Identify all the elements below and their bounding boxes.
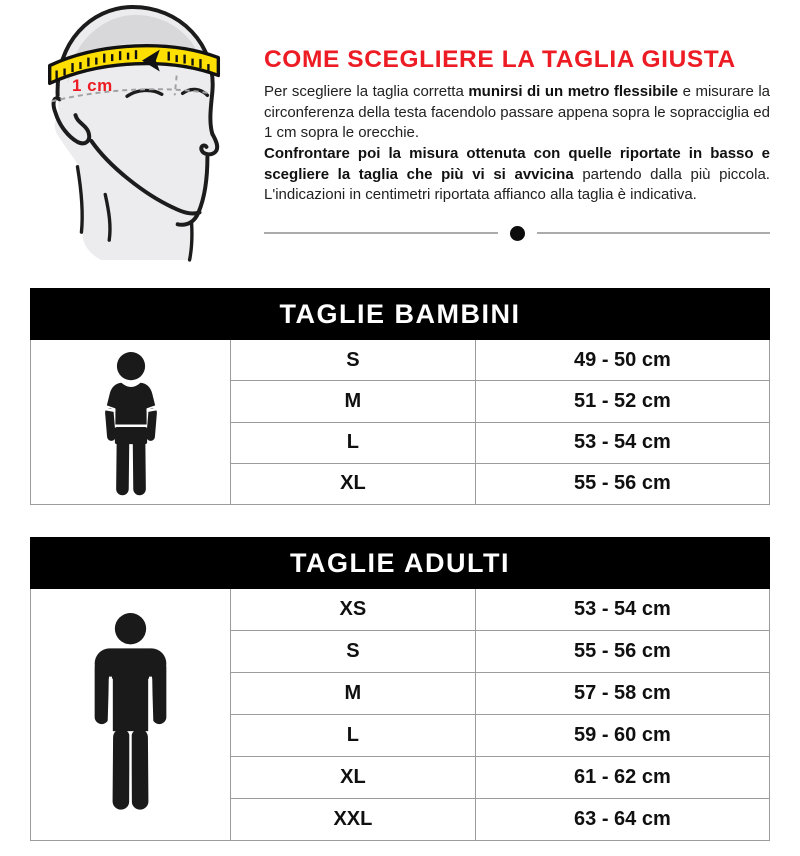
head-tape-illustration-icon [12, 0, 260, 266]
range-cell: 59 - 60 cm [574, 724, 671, 746]
range-cell: 55 - 56 cm [574, 472, 671, 495]
range-cell: 51 - 52 cm [574, 389, 671, 412]
table-row [231, 631, 769, 673]
size-cell: M [231, 673, 476, 714]
size-cell: XL [231, 757, 476, 798]
range-cell: 57 - 58 cm [574, 682, 671, 704]
size-rows-bambini [231, 340, 769, 504]
size-cell: S [231, 631, 476, 672]
intro-column [260, 0, 770, 268]
size-cell: L [231, 715, 476, 756]
table-row [231, 757, 769, 799]
range-cell: 53 - 54 cm [574, 431, 671, 454]
table-body-adulti [30, 589, 770, 841]
table-row [231, 799, 769, 840]
size-cell: XS [231, 589, 476, 630]
section-divider [264, 225, 770, 241]
table-row [231, 381, 769, 422]
one-cm-label: 1 cm [72, 76, 113, 95]
range-cell: 63 - 64 cm [574, 808, 671, 830]
range-cell: 49 - 50 cm [574, 348, 671, 371]
adult-silhouette-icon [31, 589, 231, 840]
divider-line-left [264, 232, 498, 234]
table-title-bambini: TAGLIE BAMBINI [30, 288, 770, 340]
table-row [231, 673, 769, 715]
divider-dot-icon [510, 226, 525, 241]
size-cell: XXL [231, 799, 476, 840]
size-cell: XL [231, 464, 476, 504]
table-row [231, 589, 769, 631]
table-row [231, 464, 769, 504]
table-row [231, 423, 769, 464]
size-table-adulti [30, 537, 770, 841]
table-title-adulti: TAGLIE ADULTI [30, 537, 770, 589]
table-body-bambini [30, 340, 770, 505]
size-cell: S [231, 340, 476, 380]
page-title: COME SCEGLIERE LA TAGLIA GIUSTA [264, 46, 736, 73]
child-silhouette-icon [31, 340, 231, 504]
intro-text [264, 82, 770, 206]
table-row [231, 715, 769, 757]
range-cell: 53 - 54 cm [574, 598, 671, 620]
size-rows-adulti [231, 589, 769, 840]
top-section [0, 0, 800, 268]
size-cell: L [231, 423, 476, 463]
range-cell: 55 - 56 cm [574, 640, 671, 662]
head-measurement-figure [12, 0, 260, 268]
range-cell: 61 - 62 cm [574, 766, 671, 788]
size-table-bambini [30, 288, 770, 505]
divider-line-right [537, 232, 771, 234]
size-cell: M [231, 381, 476, 421]
intro-paragraph-1: Per scegliere la taglia corretta munirsi di un metro flessibile e misurare la circonferenza della testa facendolo passare appena sopra le sopracciglia ed 1 cm sopra le orecchie. [264, 83, 770, 142]
table-row [231, 340, 769, 381]
intro-paragraph-2: Confrontare poi la misura ottenuta con quelle riportate in basso e scegliere la taglia che più vi si avvicina partendo dalla più piccola. L'indicazioni in centimetri riportata affianco alla taglia è indicativa. [264, 145, 770, 204]
